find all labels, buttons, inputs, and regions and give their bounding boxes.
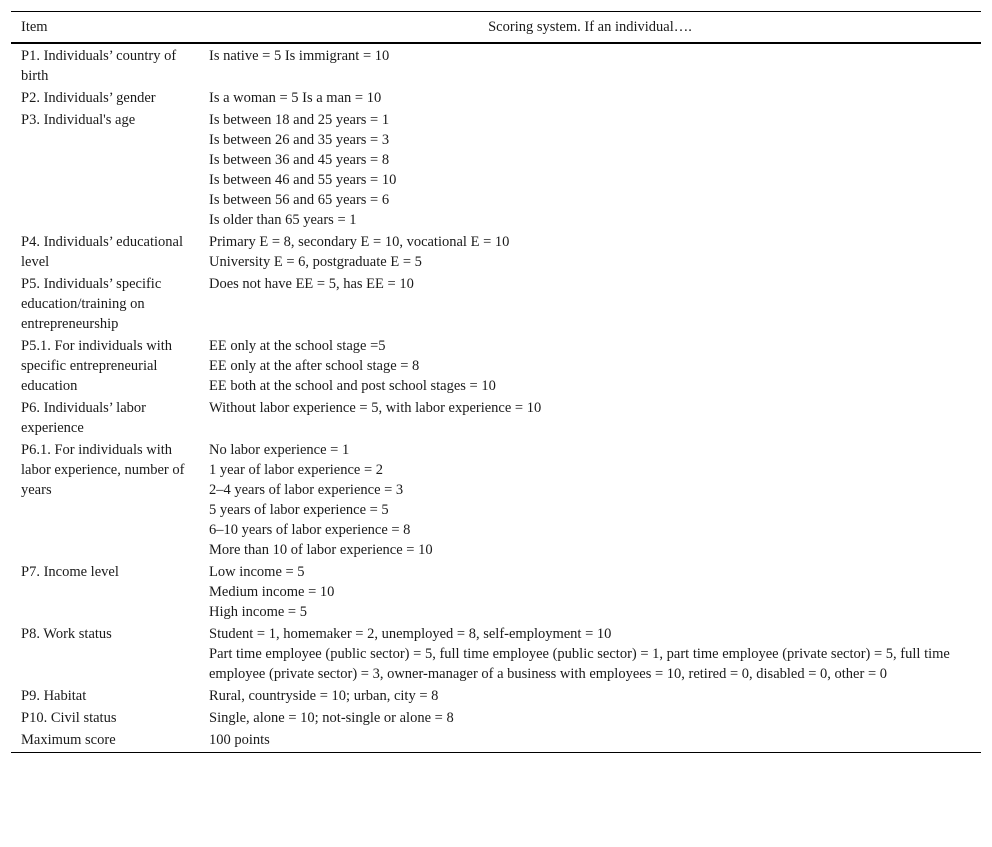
scoring-line: 1 year of labor experience = 2 [209, 462, 384, 478]
header-row [11, 12, 981, 44]
scoring-line: Low income = 5 [209, 564, 305, 580]
scoring-cell [199, 87, 981, 109]
table-row [11, 273, 981, 335]
item-cell: P1. Individuals’ country of birth [21, 48, 177, 84]
scoring-line: Student = 1, homemaker = 2, unemployed = 8, self-employment = 10 [209, 626, 612, 642]
table-row [11, 439, 981, 561]
scoring-line: Is native = 5 Is immigrant = 10 [209, 48, 390, 64]
scoring-line: Is between 18 and 25 years = 1 [209, 112, 390, 128]
table-row [11, 685, 981, 707]
scoring-cell [199, 623, 981, 685]
scoring-line: Primary E = 8, secondary E = 10, vocational E = 10 [209, 234, 510, 250]
scoring-line: More than 10 of labor experience = 10 [209, 542, 433, 558]
item-cell: P3. Individual's age [21, 112, 136, 128]
scoring-cell [199, 231, 981, 273]
scoring-line: 2–4 years of labor experience = 3 [209, 482, 404, 498]
scoring-line: Does not have EE = 5, has EE = 10 [209, 276, 414, 292]
scoring-line: University E = 6, postgraduate E = 5 [209, 254, 422, 270]
scoring-line: Is older than 65 years = 1 [209, 212, 357, 228]
table-row [11, 43, 981, 87]
item-cell: P6.1. For individuals with labor experience, number of years [21, 442, 185, 498]
table-row [11, 623, 981, 685]
item-cell: P6. Individuals’ labor experience [21, 400, 146, 436]
scoring-line: Is between 36 and 45 years = 8 [209, 152, 390, 168]
scoring-line: Medium income = 10 [209, 584, 335, 600]
scoring-cell [199, 707, 981, 729]
scoring-line: EE only at the after school stage = 8 [209, 358, 420, 374]
scoring-line: High income = 5 [209, 604, 307, 620]
item-cell: P2. Individuals’ gender [21, 90, 156, 106]
scoring-line: EE both at the school and post school stages = 10 [209, 378, 496, 394]
item-cell: P10. Civil status [21, 710, 117, 726]
scoring-line: 5 years of labor experience = 5 [209, 502, 389, 518]
scoring-cell [199, 729, 981, 753]
table-row [11, 397, 981, 439]
scoring-cell [199, 685, 981, 707]
item-cell: P5. Individuals’ specific education/training on entrepreneurship [21, 276, 162, 332]
scoring-line: Is between 56 and 65 years = 6 [209, 192, 390, 208]
table-row [11, 87, 981, 109]
scoring-line: Rural, countryside = 10; urban, city = 8 [209, 688, 439, 704]
header-scoring-system: Scoring system. If an individual…. [199, 12, 981, 44]
table-row [11, 707, 981, 729]
item-cell: P9. Habitat [21, 688, 87, 704]
table-row [11, 561, 981, 623]
scoring-line: Is between 46 and 55 years = 10 [209, 172, 397, 188]
scoring-table [11, 11, 981, 753]
table-row [11, 109, 981, 231]
item-cell: P8. Work status [21, 626, 112, 642]
scoring-cell [199, 439, 981, 561]
table-row [11, 729, 981, 753]
scoring-line: Single, alone = 10; not-single or alone = 8 [209, 710, 454, 726]
item-cell: P5.1. For individuals with specific entrepreneurial education [21, 338, 173, 394]
scoring-line: Is a woman = 5 Is a man = 10 [209, 90, 382, 106]
scoring-line: Part time employee (public sector) = 5, full time employee (public sector) = 1, part time employee (private sector) = 5, full time employee (private sector) = 3, owner-manager of a business with employees = 10, retired = 0, disabled = 0, other = 0 [209, 646, 954, 682]
scoring-line: No labor experience = 1 [209, 442, 350, 458]
scoring-line: Without labor experience = 5, with labor experience = 10 [209, 400, 542, 416]
item-cell: P4. Individuals’ educational level [21, 234, 184, 270]
table-header [11, 12, 981, 44]
scoring-cell [199, 335, 981, 397]
scoring-cell [199, 43, 981, 87]
scoring-line: 100 points [209, 732, 270, 748]
scoring-cell [199, 109, 981, 231]
table-row [11, 335, 981, 397]
item-cell: Maximum score [11, 729, 199, 753]
scoring-cell [199, 397, 981, 439]
table-row [11, 231, 981, 273]
scoring-cell [199, 561, 981, 623]
scoring-line: EE only at the school stage =5 [209, 338, 386, 354]
scoring-cell [199, 273, 981, 335]
item-cell: P7. Income level [21, 564, 119, 580]
header-item: Item [11, 12, 199, 44]
scoring-line: Is between 26 and 35 years = 3 [209, 132, 390, 148]
scoring-line: 6–10 years of labor experience = 8 [209, 522, 411, 538]
table-body [11, 43, 981, 753]
scoring-table-container [11, 11, 981, 753]
